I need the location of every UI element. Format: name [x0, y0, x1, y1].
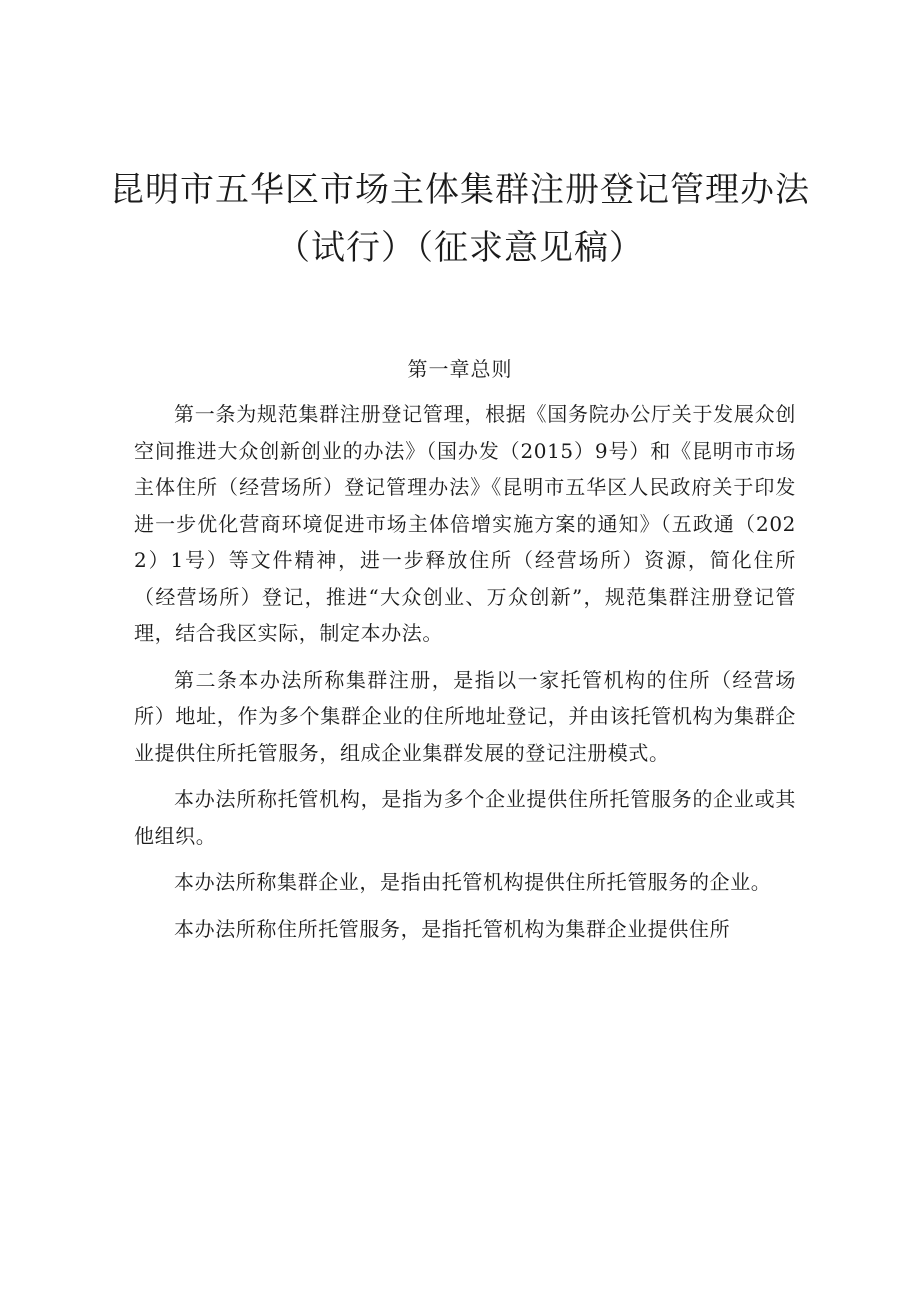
document-title-line-1: 昆明市五华区市场主体集群注册登记管理办法 — [110, 170, 810, 210]
document-title-line-2: （试行）（征求意见稿） — [276, 228, 644, 268]
document-body — [134, 396, 796, 957]
paragraph-custodian-definition: 本办法所称托管机构，是指为多个企业提供住所托管服务的企业或其他组织。 — [134, 787, 796, 848]
paragraph-cluster-enterprise-definition: 本办法所称集群企业，是指由托管机构提供住所托管服务的企业。 — [174, 870, 772, 894]
paragraph-custody-service-definition: 本办法所称住所托管服务，是指托管机构为集群企业提供住所 — [174, 916, 731, 941]
paragraph-article-2: 第二条本办法所称集群注册，是指以一家托管机构的住所（经营场所）地址，作为多个集群企业的住所地址登记，并由该托管机构为集群企业提供住所托管服务，组成企业集群发展的登记注册模式。 — [134, 667, 796, 765]
chapter-heading: 第一章总则 — [407, 357, 513, 381]
paragraph-article-1: 第一条为规范集群注册登记管理，根据《国务院办公厅关于发展众创空间推进大众创新创业的办法》（国办发（2015）9号）和《昆明市市场主体住所（经营场所）登记管理办法》《昆明市五华区人民政府关于印发进一步优化营商环境促进市场主体倍增实施方案的通知》（五政通（2022）1号）等文件精神，进一步释放住所（经营场所）资源，简化住所（经营场所）登记，推进“大众创业、万众创新”，规范集群注册登记管理，结合我区实际，制定本办法。 — [134, 402, 796, 645]
